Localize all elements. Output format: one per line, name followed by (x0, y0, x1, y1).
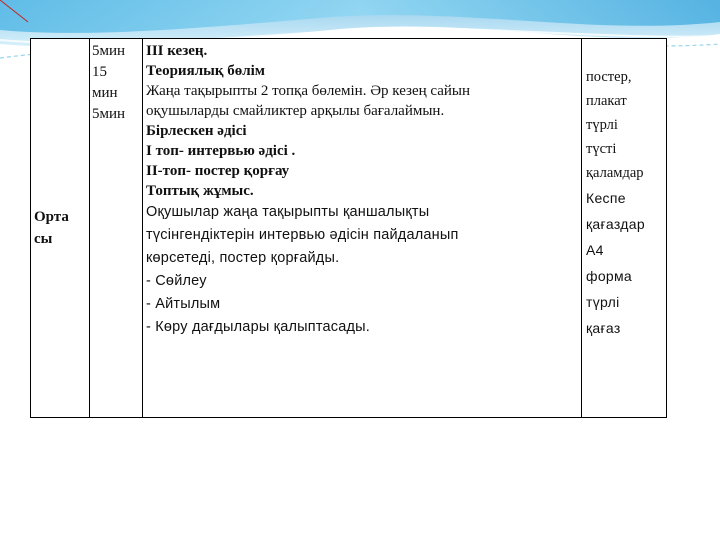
resource-item: қағаз (586, 320, 621, 336)
resource-item: түсті (586, 141, 617, 157)
resources-cell (582, 39, 667, 418)
description-line: түсінгендіктерін интервью әдісін пайдаланып (146, 227, 459, 243)
skill-item: - Көру дағдылары қалыптасады. (146, 319, 370, 335)
resource-item: форма (586, 268, 633, 284)
resource-item: қаламдар (586, 165, 644, 181)
group-two-task: ІІ-топ- постер қорғау (146, 163, 290, 179)
resource-item: плакат (586, 93, 627, 109)
theory-text-line: Жаңа тақырыпты 2 топқа бөлемін. Әр кезең сайын (146, 83, 471, 99)
resource-item: А4 (586, 242, 604, 258)
resource-item: постер, (586, 69, 632, 85)
method-heading: Бірлескен әдісі (146, 123, 247, 139)
time-value: 5мин (92, 106, 126, 122)
skill-item: - Айтылым (146, 296, 221, 312)
resource-item: түрлі (586, 294, 620, 310)
lesson-plan-table (30, 38, 667, 418)
resource-item: Кеспе (586, 190, 626, 206)
resource-item: қағаздар (586, 216, 645, 232)
group-work-heading: Топтық жұмыс. (146, 183, 254, 199)
content-cell (143, 39, 582, 418)
group-one-task: І топ- интервью әдісі . (146, 143, 296, 159)
theory-text-line: оқушыларды смайликтер арқылы бағалаймын. (146, 103, 445, 119)
theory-heading: Теориялық бөлім (146, 63, 266, 79)
description-line: Оқушылар жаңа тақырыпты қаншалықты (146, 204, 430, 220)
description-line: көрсетеді, постер қорғайды. (146, 250, 340, 266)
stage-title: ІІІ кезең. (146, 43, 208, 59)
table-row (31, 39, 667, 418)
resource-item: түрлі (586, 117, 618, 133)
time-value: мин (92, 85, 118, 101)
skill-item: - Сөйлеу (146, 273, 207, 289)
time-cell (90, 39, 143, 418)
time-value: 5мин (92, 43, 126, 59)
stage-cell (31, 39, 90, 418)
time-value: 15 (92, 64, 107, 80)
stage-label: Ортасы (34, 209, 69, 247)
